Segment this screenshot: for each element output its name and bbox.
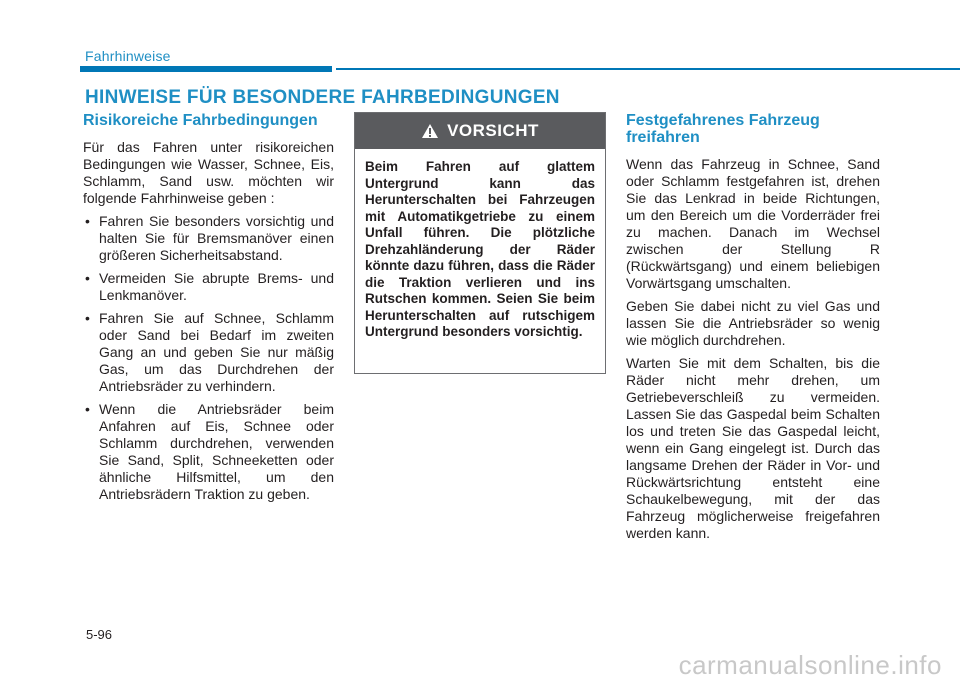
- header-rule-thick: [80, 66, 332, 72]
- left-column: [83, 112, 334, 509]
- list-item: • Vermeiden Sie abrupte Brems- und Lenkmanöver.: [83, 270, 334, 304]
- right-paragraph: Wenn das Fahrzeug in Schnee, Sand oder Schlamm festgefahren ist, drehen Sie das Lenkrad in beide Richtungen, um den Bereich um die Vorderräder frei zu machen. Danach im Wechsel zwischen der Stellung R (Rückwärtsgang) und einem beliebigen Vorwärtsgang umschalten.: [626, 156, 880, 291]
- header-rule-thin: [336, 68, 960, 70]
- right-subhead: Festgefahrenes Fahrzeug freifahren: [626, 112, 820, 146]
- list-item: • Fahren Sie auf Schnee, Schlamm oder Sand bei Bedarf im zweiten Gang an und geben Sie nur mäßig Gas, um das Durchdrehen der Antriebsräder zu verhindern.: [83, 310, 334, 395]
- page-number: 5-96: [86, 627, 113, 642]
- right-paragraph: Warten Sie mit dem Schalten, bis die Räder nicht mehr drehen, um Getriebeverschleiß zu vermeiden. Lassen Sie das Gaspedal beim Schalten los und treten Sie das Gaspedal leicht, wenn ein Gang eingelegt ist. Durch das langsame Drehen der Räder in Vor- und Rückwärtsrichtung entsteht eine Schaukelbewegung, mit der das Fahrzeug möglicherweise freigefahren werden kann.: [626, 355, 880, 541]
- section-title: HINWEISE FÜR BESONDERE FAHRBEDINGUNGEN: [85, 87, 560, 108]
- left-intro: Für das Fahren unter risikoreichen Bedingungen wie Wasser, Schnee, Eis, Schlamm, Sand usw. möchten wir folgende Fahrhinweise geben :: [83, 139, 334, 206]
- right-column: [626, 112, 880, 548]
- watermark: carmanualsonline.info: [678, 650, 942, 680]
- caution-label: VORSICHT: [447, 121, 539, 140]
- left-subhead: Risikoreiche Fahrbedingungen: [83, 112, 318, 129]
- header-label: Fahrhinweise: [85, 48, 171, 64]
- warning-triangle-icon: [421, 123, 439, 139]
- list-item: • Wenn die Antriebsräder beim Anfahren auf Eis, Schnee oder Schlamm durchdrehen, verwenden Sie Sand, Split, Schneeketten oder ähnliche Hilfsmittel, um den Antriebsrädern Traktion zu geben.: [83, 401, 334, 503]
- caution-header: [355, 113, 605, 149]
- list-item: • Fahren Sie besonders vorsichtig und halten Sie für Bremsmanöver einen größeren Sicherheitsabstand.: [83, 213, 334, 264]
- caution-text: Beim Fahren auf glattem Untergrund kann das Herunterschalten bei Fahrzeugen mit Automatikgetriebe zu einem Unfall führen. Die plötzliche Drehzahländerung der Räder könnte dazu führen, dass die Räder die Traktion verlieren und ins Rutschen kommen. Seien Sie beim Herunterschalten auf rutschigem Untergrund besonders vorsichtig.: [365, 159, 595, 339]
- hint-list: [83, 213, 334, 503]
- caution-box: [354, 112, 606, 374]
- right-paragraph: Geben Sie dabei nicht zu viel Gas und lassen Sie die Antriebsräder so wenig wie möglich durchdrehen.: [626, 298, 880, 348]
